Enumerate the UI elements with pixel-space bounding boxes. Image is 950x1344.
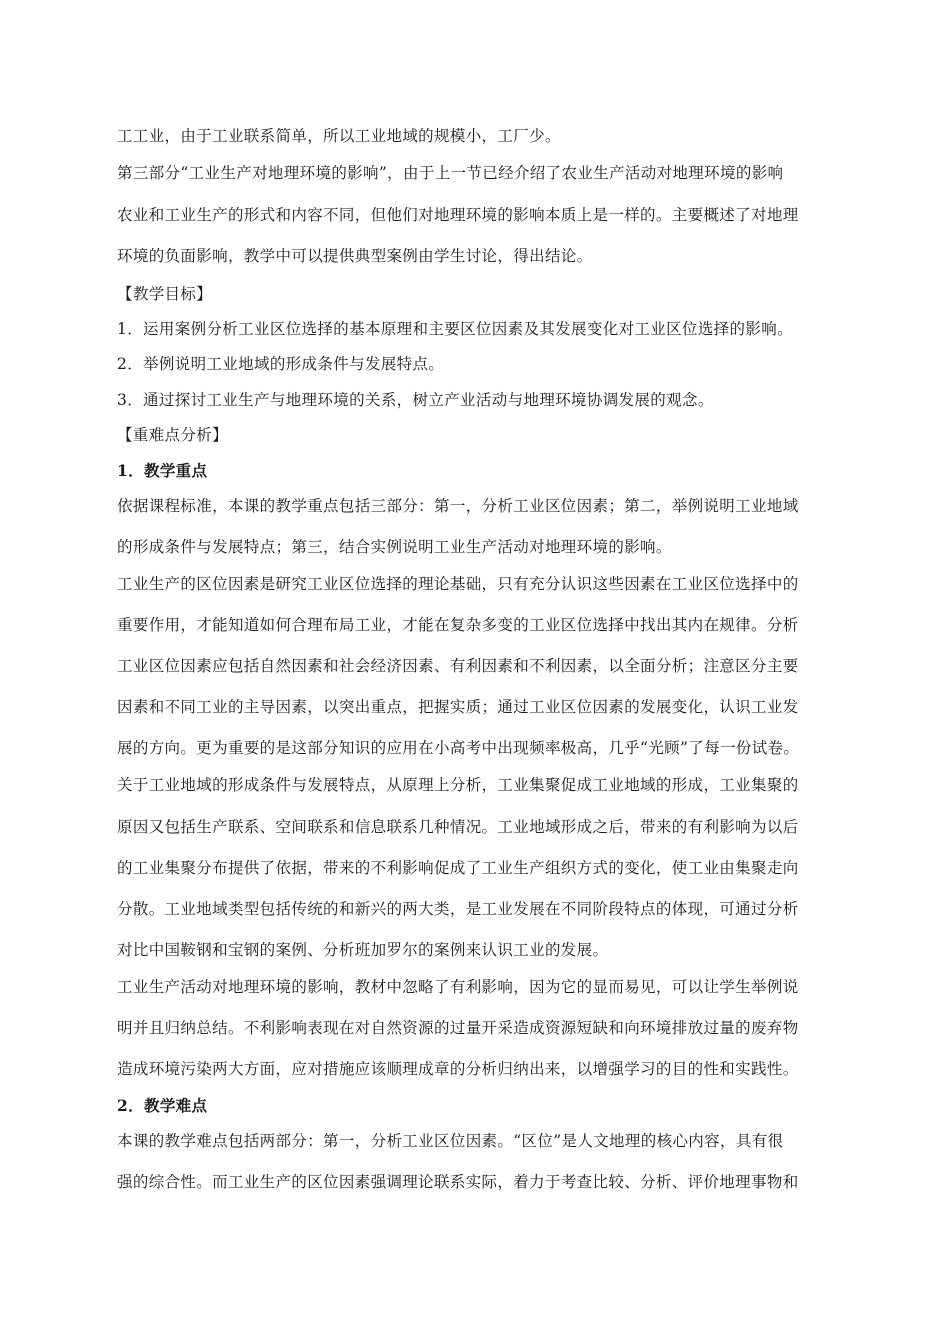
list-item: 3．通过探讨工业生产与地理环境的关系，树立产业活动与地理环境协调发展的观念。	[117, 391, 714, 409]
paragraph-line: 第三部分“工业生产对地理环境的影响”，由于上一节已经介绍了农业生产活动对地理环境的影响	[117, 164, 784, 182]
paragraph-line: 关于工业地域的形成条件与发展特点，从原理上分析，工业集聚促成工业地域的形成，工业集聚的	[117, 776, 799, 794]
paragraph-line: 因素和不同工业的主导因素，以突出重点，把握实质；通过工业区位因素的发展变化，认识工业发	[117, 698, 799, 716]
paragraph-line: 工业区位因素应包括自然因素和社会经济因素、有利因素和不利因素，以全面分析；注意区分主要	[117, 657, 799, 675]
paragraph-line: 依据课程标准，本课的教学重点包括三部分：第一，分析工业区位因素；第二，举例说明工业地域	[117, 497, 799, 515]
list-item: 1．运用案例分析工业区位选择的基本原理和主要区位因素及其发展变化对工业区位选择的影响。	[117, 320, 793, 338]
paragraph-line: 原因又包括生产联系、空间联系和信息联系几种情况。工业地域形成之后，带来的有利影响为以后	[117, 818, 799, 836]
paragraph-line: 造成环境污染两大方面，应对措施应该顺理成章的分析归纳出来，以增强学习的目的性和实践性。	[117, 1060, 799, 1078]
paragraph-line: 明并且归纳总结。不利影响表现在对自然资源的过量开采造成资源短缺和向环境排放过量的废弃物	[117, 1019, 799, 1037]
paragraph-line: 工业生产活动对地理环境的影响，教材中忽略了有利影响，因为它的显而易见，可以让学生举例说	[117, 978, 799, 996]
paragraph-line: 强的综合性。而工业生产的区位因素强调理论联系实际，着力于考查比较、分析、评价地理事物和	[117, 1173, 799, 1191]
paragraph-line: 的工业集聚分布提供了依据，带来的不利影响促成了工业生产组织方式的变化，使工业由集聚走向	[117, 859, 799, 877]
paragraph-line: 展的方向。更为重要的是这部分知识的应用在小高考中出现频率极高，几乎“光顾”了每一份试卷。	[117, 739, 800, 757]
list-item: 2．举例说明工业地域的形成条件与发展特点。	[117, 355, 445, 373]
paragraph-line: 分散。工业地域类型包括传统的和新兴的两大类，是工业发展在不同阶段特点的体现，可通过分析	[117, 900, 799, 918]
subsection-heading: 1．教学重点	[117, 461, 208, 480]
paragraph-line: 农业和工业生产的形式和内容不同，但他们对地理环境的影响本质上是一样的。主要概述了对地理	[117, 206, 799, 224]
section-heading: 【重难点分析】	[117, 426, 228, 444]
paragraph-line: 环境的负面影响，教学中可以提供典型案例由学生讨论，得出结论。	[117, 247, 593, 265]
section-heading: 【教学目标】	[117, 285, 213, 303]
paragraph-line: 工业生产的区位因素是研究工业区位选择的理论基础，只有充分认识这些因素在工业区位选择中的	[117, 575, 799, 593]
paragraph-line: 重要作用，才能知道如何合理布局工业，才能在复杂多变的工业区位选择中找出其内在规律。分析	[117, 616, 799, 634]
paragraph-line: 对比中国鞍钢和宝钢的案例、分析班加罗尔的案例来认识工业的发展。	[117, 941, 609, 959]
subsection-heading: 2．教学难点	[117, 1096, 208, 1115]
paragraph-line: 工工业，由于工业联系简单，所以工业地域的规模小，工厂少。	[117, 127, 561, 145]
paragraph-line: 本课的教学难点包括两部分：第一，分析工业区位因素。“区位”是人文地理的核心内容，具有很	[117, 1132, 784, 1150]
paragraph-line: 的形成条件与发展特点；第三，结合实例说明工业生产活动对地理环境的影响。	[117, 538, 672, 556]
